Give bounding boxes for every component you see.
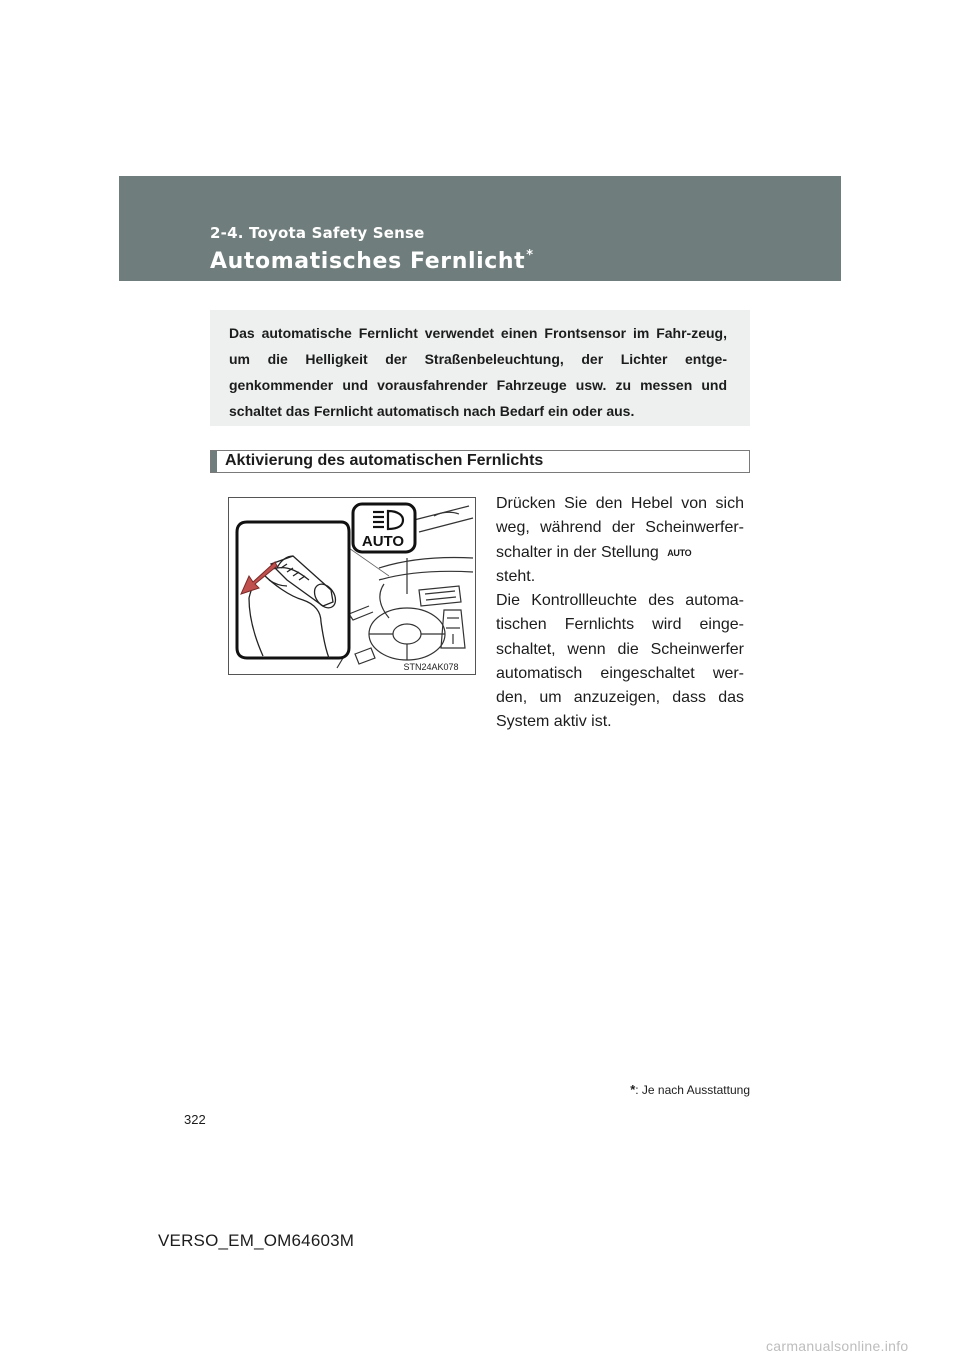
image-code: STN24AK078 [403,662,459,672]
auto-position-symbol: AUTO [667,547,692,558]
page-number: 322 [184,1112,206,1127]
header-band [119,176,841,281]
instruction-text-after: steht. [496,567,536,585]
auto-symbol-label: AUTO [361,533,405,550]
page-title [210,248,534,274]
footnote-asterisk: * [630,1082,636,1097]
subsection-header [210,450,750,473]
intro-text: Das automatische Fernlicht verwendet einen Frontsensor im Fahr-zeug, um die Helligkeit der Straßenbeleuchtung, der Lichter entge-genkommender und vorausfahrender Fahrzeuge usw. zu messen und schaltet das Fernlicht automatisch nach Bedarf ein oder aus. [229,325,727,419]
title-asterisk: * [526,248,534,263]
footnote-text: : Je nach Ausstattung [635,1083,750,1097]
subsection-title: Aktivierung des automatischen Fernlichts [225,452,544,469]
indicator-paragraph: Die Kontrollleuchte des automa-tischen Fernlichts wird einge-schaltet, wenn die Scheinwerfer automatisch eingeschaltet wer-den, um anzuzeigen, dass das System aktiv ist. [496,592,744,731]
instruction-paragraph [496,492,744,589]
subsection-marker [211,451,217,472]
intro-box [210,310,750,426]
page-title-text: Automatisches Fernlicht [210,249,526,274]
document-code: VERSO_EM_OM64603M [158,1231,355,1250]
footnote [610,1082,750,1097]
illustration-drawing [229,498,475,674]
watermark: carmanualsonline.info [766,1338,909,1354]
instruction-text-before: Drücken Sie den Hebel von sich weg, während der Scheinwerfer-schalter in der Stellung [496,495,744,561]
section-label: 2-4. Toyota Safety Sense [210,224,425,242]
illustration-headlight-lever [228,497,476,675]
